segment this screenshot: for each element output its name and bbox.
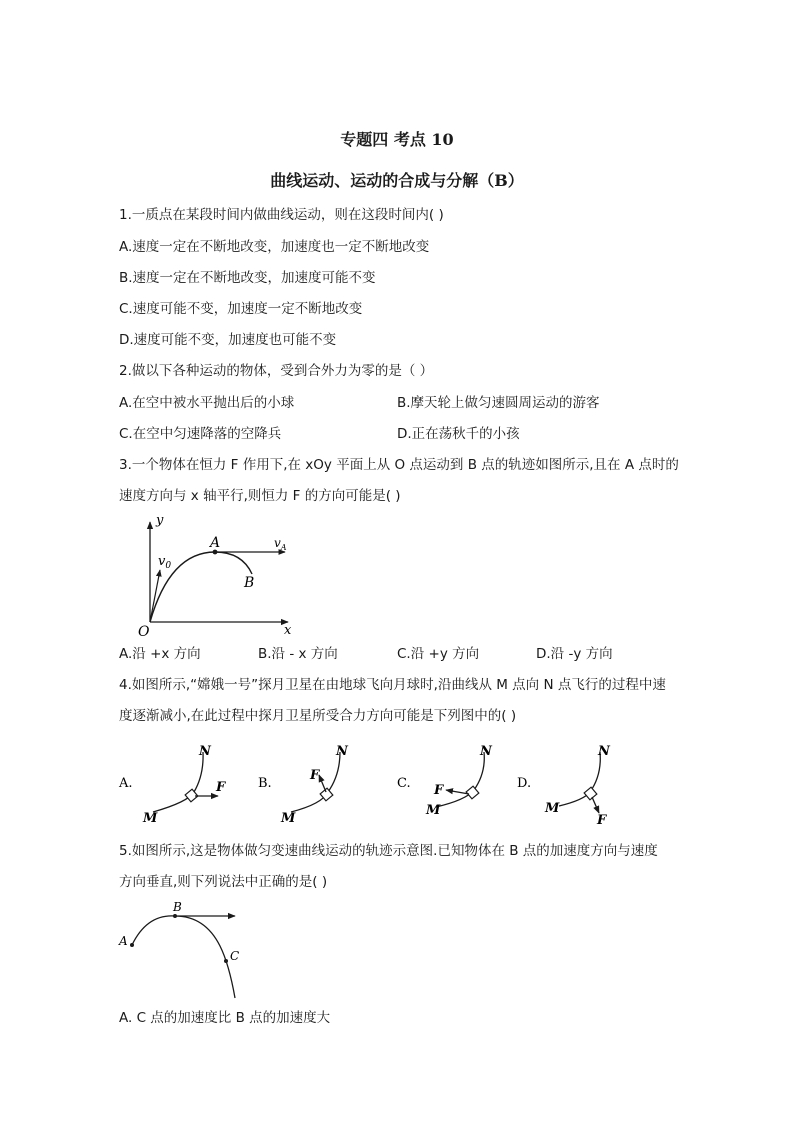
- svg-text:F: F: [216, 780, 226, 795]
- point-b-label: B: [173, 900, 182, 914]
- q5-stem-line1: 5.如图所示,这是物体做匀变速曲线运动的轨迹示意图.已知物体在 B 点的加速度方向与速度: [119, 843, 658, 859]
- q4-a-label: A.: [119, 776, 133, 791]
- q2-option-b: B.摩天轮上做匀速圆周运动的游客: [397, 395, 600, 411]
- q3-option-c: C.沿 +y 方向: [397, 646, 480, 662]
- svg-text:N: N: [598, 744, 610, 759]
- svg-text:M: M: [426, 803, 441, 818]
- q2-option-a: A.在空中被水平抛出后的小球: [119, 395, 295, 411]
- svg-text:F: F: [434, 783, 444, 798]
- page-title: 专题四 考点 10: [340, 130, 454, 149]
- q2-option-d: D.正在荡秋千的小孩: [397, 426, 520, 442]
- q5-option-a: A. C 点的加速度比 B 点的加速度大: [119, 1010, 331, 1026]
- q3-option-d: D.沿 -y 方向: [536, 646, 613, 662]
- q3-trajectory-figure: [130, 512, 300, 640]
- q5-stem-line2: 方向垂直,则下列说法中正确的是( ): [119, 874, 328, 890]
- q4-stem-line2: 度逐渐减小,在此过程中探月卫星所受合力方向可能是下列图中的( ): [119, 708, 517, 724]
- svg-text:M: M: [545, 801, 560, 816]
- q4-b-label: B.: [258, 776, 272, 791]
- trajectory-curve: [132, 916, 235, 998]
- svg-text:N: N: [336, 744, 348, 759]
- page-subtitle: 曲线运动、运动的合成与分解（B）: [270, 171, 524, 190]
- v0-arrow: [150, 570, 160, 622]
- point-a-label: A: [119, 934, 128, 948]
- vA-label: $v_A$: [274, 536, 287, 552]
- q3-stem-line1: 3.一个物体在恒力 F 作用下,在 xOy 平面上从 O 点运动到 B 点的轨迹如图所示,且在 A 点时的: [119, 457, 679, 473]
- q4-d-label: D.: [517, 776, 532, 791]
- svg-text:M: M: [143, 811, 158, 825]
- q4-figure-b: [256, 740, 396, 825]
- q4-stem-line1: 4.如图所示,“嫦娥一号”探月卫星在由地球飞向月球时,沿曲线从 M 点向 N 点飞行的过程中速: [119, 677, 666, 693]
- q3-option-b: B.沿 - x 方向: [258, 646, 338, 662]
- point-c-label: C: [230, 949, 240, 963]
- q4-figure-d: [514, 740, 654, 825]
- svg-text:F: F: [597, 813, 607, 825]
- v0-label: $v_0$: [158, 554, 172, 571]
- point-b-label: B: [244, 575, 255, 591]
- q3-option-a: A.沿 +x 方向: [119, 646, 201, 662]
- q2-option-c: C.在空中匀速降落的空降兵: [119, 426, 282, 442]
- q4-figure-a: [118, 740, 258, 825]
- q2-stem: 2.做以下各种运动的物体，受到合外力为零的是（ ）: [119, 363, 434, 379]
- q1-option-b: B.速度一定在不断地改变，加速度可能不变: [119, 270, 376, 286]
- svg-text:N: N: [199, 744, 211, 759]
- svg-text:M: M: [281, 811, 296, 825]
- y-axis-label: y: [156, 513, 164, 528]
- q3-stem-line2: 速度方向与 x 轴平行,则恒力 F 的方向可能是( ): [119, 488, 401, 504]
- q1-stem: 1.一质点在某段时间内做曲线运动，则在这段时间内( ): [119, 207, 444, 223]
- svg-text:F: F: [310, 768, 320, 783]
- q1-option-a: A.速度一定在不断地改变，加速度也一定不断地改变: [119, 239, 430, 255]
- q1-option-c: C.速度可能不变，加速度一定不断地改变: [119, 301, 363, 317]
- svg-text:N: N: [480, 744, 492, 759]
- origin-label: O: [138, 624, 150, 640]
- q1-option-d: D.速度可能不变，加速度也可能不变: [119, 332, 337, 348]
- q4-c-label: C.: [397, 776, 411, 791]
- point-a-label: A: [210, 535, 221, 551]
- q5-trajectory-figure: [117, 898, 277, 1003]
- x-axis-label: x: [284, 623, 292, 638]
